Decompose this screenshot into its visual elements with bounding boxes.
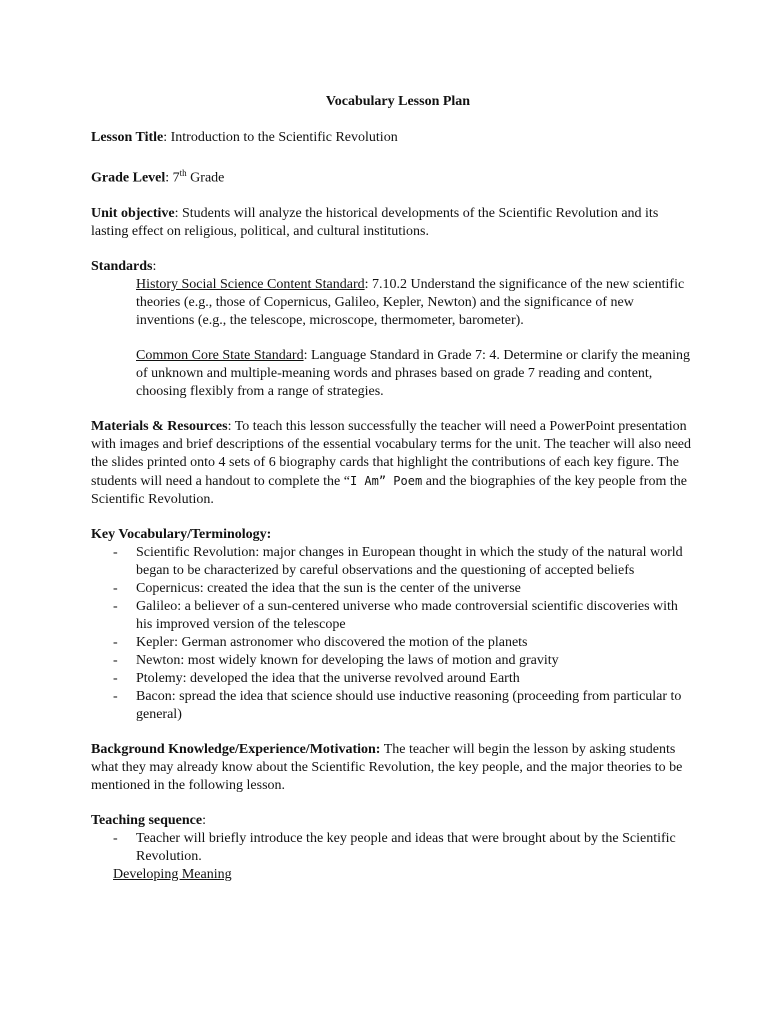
lesson-title-line [91, 129, 691, 147]
vocabulary-item [91, 634, 691, 652]
materials-text: : To teach this lesson successfully the teacher will need a PowerPoint presentation with images and brief descriptions of the essential vocabulary terms for the unit. The teacher will also need the slides printed onto 4 sets of 6 biography cards that highlight the contributions of each key figure. The students will need a handout to complete the “ [91, 418, 691, 489]
standard-history [91, 276, 691, 330]
dash-bullet: - [113, 830, 118, 846]
grade-level-prefix: : 7 [165, 170, 180, 186]
document-content [91, 93, 691, 884]
vocabulary-item [91, 580, 691, 598]
vocabulary-item [91, 544, 691, 580]
lesson-title-label: Lesson Title [91, 130, 164, 145]
vocabulary-item-text: Kepler: German astronomer who discovered the motion of the planets [136, 634, 528, 650]
teaching-sequence-item-text: Teacher will briefly introduce the key people and ideas that were brought about by the Scientific Revolution. [136, 830, 676, 864]
vocabulary-item [91, 688, 691, 724]
teaching-sequence-heading [91, 812, 691, 830]
dash-bullet: - [113, 688, 118, 704]
grade-level-line [91, 164, 691, 188]
grade-level-label: Grade Level [91, 170, 166, 186]
standard-common-core [91, 347, 691, 401]
vocabulary-item [91, 670, 691, 688]
standards-label: Standards [91, 258, 153, 274]
unit-objective-paragraph [91, 205, 691, 241]
vocabulary-list [91, 544, 691, 724]
materials-label: Materials & Resources [91, 418, 228, 434]
vocabulary-heading: Key Vocabulary/Terminology: [91, 526, 272, 542]
dash-bullet: - [113, 544, 118, 560]
grade-level-sup: th [179, 168, 187, 178]
background-text: The teacher will begin the lesson by asking students what they may already know about the Scientific Revolution, the key people, and the major theories to be mentioned in the following lesson. [91, 741, 683, 793]
vocabulary-item-text: Newton: most widely known for developing the laws of motion and gravity [136, 652, 559, 668]
background-label: Background Knowledge/Experience/Motivation: [91, 741, 381, 757]
standard-history-text: : 7.10.2 Understand the significance of the new scientific theories (e.g., those of Copernicus, Galileo, Kepler, Newton) and the significance of new inventions (e.g., the telescope, microscope, thermometer, barometer). [136, 276, 685, 328]
teaching-sequence-list [91, 830, 691, 866]
teaching-sequence-section [91, 812, 691, 884]
dash-bullet: - [113, 634, 118, 650]
vocabulary-item-text: Copernicus: created the idea that the sun is the center of the universe [136, 580, 521, 596]
dash-bullet: - [113, 652, 118, 668]
standard-common-core-text: : Language Standard in Grade 7: 4. Determine or clarify the meaning of unknown and multiple-meaning words and phrases based on grade 7 reading and content, choosing flexibly from a range of strategies. [136, 347, 691, 399]
vocabulary-item [91, 652, 691, 670]
materials-poem: I Am” Poem [349, 473, 423, 488]
standards-section [91, 258, 691, 401]
standards-heading [91, 258, 691, 276]
vocabulary-item-text: Bacon: spread the idea that science should use inductive reasoning (proceeding from particular to general) [136, 688, 682, 722]
teaching-sequence-item [91, 830, 691, 866]
vocabulary-item [91, 598, 691, 634]
vocabulary-item-text: Scientific Revolution: major changes in European thought in which the study of the natural world began to be characterized by careful observations and the questioning of accepted beliefs [136, 544, 683, 578]
standard-common-core-name: Common Core State Standard [136, 347, 304, 363]
unit-objective-label: Unit objective [91, 205, 175, 221]
vocabulary-item-text: Ptolemy: developed the idea that the universe revolved around Earth [136, 670, 520, 686]
unit-objective-text: : Students will analyze the historical developments of the Scientific Revolution and its lasting effect on religious, political, and cultural institutions. [91, 205, 659, 239]
materials-text-after: and the biographies of the key people from the Scientific Revolution. [91, 473, 687, 507]
vocabulary-item-text: Galileo: a believer of a sun-centered universe who made controversial scientific discoveries with his improved version of the telescope [136, 598, 678, 632]
document-title: Vocabulary Lesson Plan [325, 94, 471, 109]
grade-level-suffix: Grade [186, 170, 225, 186]
developing-meaning-heading: Developing Meaning [113, 866, 232, 882]
vocabulary-section [91, 526, 691, 724]
standard-history-name: History Social Science Content Standard [136, 276, 365, 292]
dash-bullet: - [113, 580, 118, 596]
teaching-sequence-colon: : [202, 812, 206, 828]
teaching-sequence-label: Teaching sequence [91, 812, 203, 828]
background-paragraph [91, 741, 691, 795]
standards-colon: : [152, 258, 157, 274]
lesson-title-value: : Introduction to the Scientific Revolution [163, 130, 398, 145]
materials-paragraph [91, 418, 691, 509]
dash-bullet: - [113, 598, 118, 614]
dash-bullet: - [113, 670, 118, 686]
